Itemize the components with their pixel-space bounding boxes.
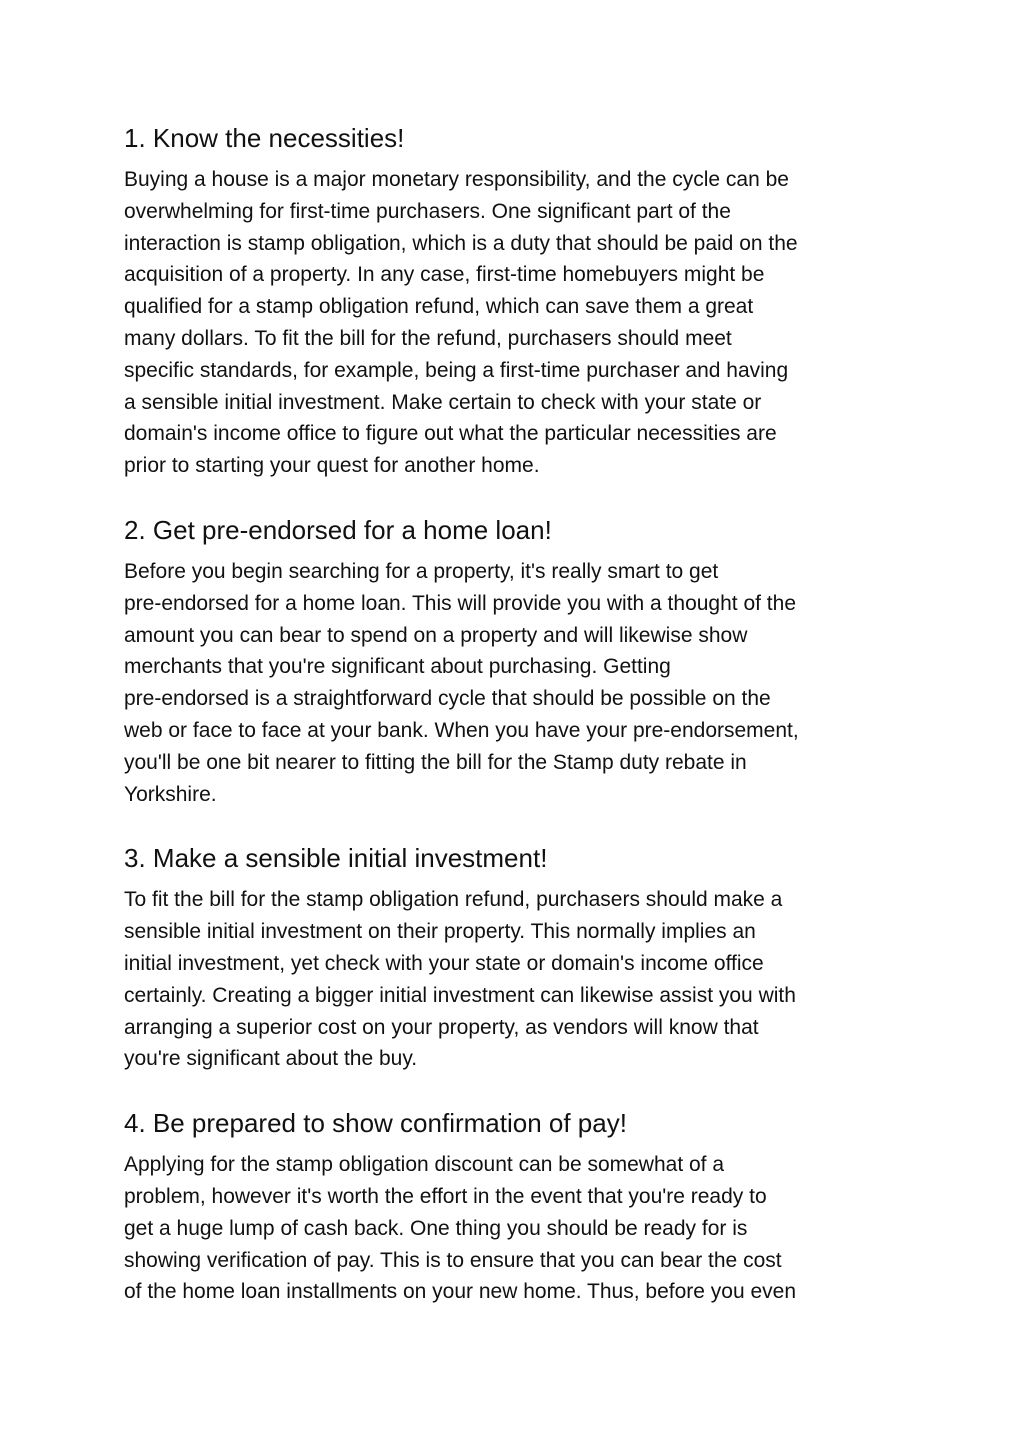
section-3 <box>124 838 904 1075</box>
paragraph-line: initial investment, yet check with your state or domain's income office <box>124 951 764 975</box>
paragraph-line: of the home loan installments on your new home. Thus, before you even <box>124 1280 797 1304</box>
paragraph-line: problem, however it's worth the effort in the event that you're ready to <box>124 1184 767 1208</box>
paragraph-line: Yorkshire. <box>124 782 217 806</box>
paragraph-line: showing verification of pay. This is to ensure that you can bear the cost <box>124 1248 782 1272</box>
paragraph-line: you're significant about the buy. <box>124 1047 418 1071</box>
paragraph-line: a sensible initial investment. Make certain to check with your state or <box>124 390 762 414</box>
paragraph-line: To fit the bill for the stamp obligation refund, purchasers should make a <box>124 888 783 912</box>
paragraph-line: arranging a superior cost on your property, as vendors will know that <box>124 1015 759 1039</box>
paragraph-line: interaction is stamp obligation, which is a duty that should be paid on the <box>124 231 798 255</box>
paragraph-line: certainly. Creating a bigger initial investment can likewise assist you with <box>124 983 796 1007</box>
paragraph-line: get a huge lump of cash back. One thing you should be ready for is <box>124 1216 748 1240</box>
document-content <box>124 118 904 1336</box>
section-paragraph <box>124 1149 904 1308</box>
paragraph-line: web or face to face at your bank. When you have your pre-endorsement, <box>124 718 799 742</box>
paragraph-line: you'll be one bit nearer to fitting the bill for the Stamp duty rebate in <box>124 750 747 774</box>
paragraph-line: prior to starting your quest for another home. <box>124 454 540 478</box>
section-4 <box>124 1103 904 1308</box>
paragraph-line: overwhelming for first-time purchasers. One significant part of the <box>124 199 731 223</box>
section-paragraph <box>124 556 904 810</box>
paragraph-line: Buying a house is a major monetary responsibility, and the cycle can be <box>124 168 789 191</box>
paragraph-line: many dollars. To fit the bill for the refund, purchasers should meet <box>124 326 732 350</box>
section-heading: 2. Get pre-endorsed for a home loan! <box>124 514 552 545</box>
paragraph-line: pre-endorsed for a home loan. This will provide you with a thought of the <box>124 591 796 615</box>
section-2 <box>124 510 904 810</box>
paragraph-line: sensible initial investment on their property. This normally implies an <box>124 920 756 944</box>
section-paragraph <box>124 884 904 1075</box>
paragraph-line: qualified for a stamp obligation refund, which can save them a great <box>124 295 754 319</box>
section-heading: 1. Know the necessities! <box>124 123 405 153</box>
paragraph-line: acquisition of a property. In any case, first-time homebuyers might be <box>124 263 765 287</box>
section-heading: 3. Make a sensible initial investment! <box>124 843 548 874</box>
paragraph-line: amount you can bear to spend on a property and will likewise show <box>124 623 748 647</box>
paragraph-line: Before you begin searching for a property, it's really smart to get <box>124 559 719 583</box>
paragraph-line: domain's income office to figure out what the particular necessities are <box>124 422 777 446</box>
paragraph-line: pre-endorsed is a straightforward cycle that should be possible on the <box>124 687 771 711</box>
section-heading: 4. Be prepared to show confirmation of pay! <box>124 1108 627 1139</box>
paragraph-line: specific standards, for example, being a first-time purchaser and having <box>124 358 789 382</box>
paragraph-line: Applying for the stamp obligation discount can be somewhat of a <box>124 1153 725 1177</box>
paragraph-line: merchants that you're significant about purchasing. Getting <box>124 655 671 679</box>
section-paragraph <box>124 164 904 482</box>
section-1 <box>124 118 904 482</box>
